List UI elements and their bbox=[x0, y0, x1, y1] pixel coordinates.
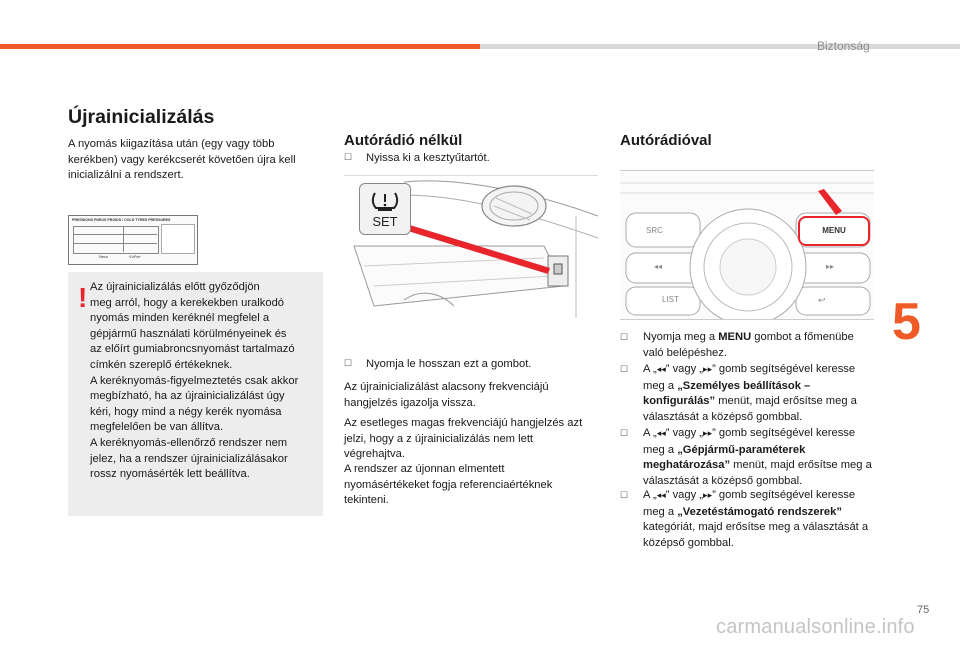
no-radio-step-1: Nyissa ki a kesztyűtartót. bbox=[366, 152, 490, 164]
with-radio-step-2: A „◂◂” vagy „▸▸” gomb segítségével keresse meg a „Személyes beállítások – konfigurálás” menüt, majd erősítse meg a választását a középső gombbal. bbox=[643, 363, 857, 423]
header-divider-bar bbox=[480, 44, 960, 49]
warning-text bbox=[90, 280, 320, 483]
no-radio-heading: Autórádió nélkül bbox=[344, 132, 463, 149]
bullet-icon: ☐ bbox=[344, 358, 353, 368]
warning-line: nyomás minden keréknél megfelel a bbox=[90, 312, 270, 325]
no-radio-paragraph-3: A rendszer az újonnan elmentett nyomásértékeket fogja referenciaértéknek tekinteni. bbox=[344, 463, 553, 507]
next-button-label: ▸▸ bbox=[826, 262, 835, 271]
with-radio-step-3: A „◂◂” vagy „▸▸” gomb segítségével keresse meg a „Gépjármű-paraméterek meghatározása” menüt, majd erősítse meg a választását a középső gombbal. bbox=[643, 427, 872, 487]
next-icon: ▸▸ bbox=[703, 365, 713, 375]
warning-line: A keréknyomás-figyelmeztetés csak akkor bbox=[90, 374, 299, 387]
menu-button[interactable] bbox=[798, 216, 870, 246]
warning-line: A keréknyomás-ellenőrző rendszer nem bbox=[90, 436, 288, 449]
no-radio-step-2: Nyomja le hosszan ezt a gombot. bbox=[366, 358, 532, 370]
chapter-tab-number: 5 bbox=[892, 293, 921, 351]
with-radio-heading: Autórádióval bbox=[620, 132, 712, 149]
set-button-label: SET bbox=[372, 214, 398, 229]
warning-line: megfelelően be van állítva. bbox=[90, 421, 224, 434]
section-title: Biztonság bbox=[817, 39, 870, 53]
menu-button-label: MENU bbox=[822, 226, 846, 235]
set-button[interactable] bbox=[359, 183, 411, 235]
tyre-label-header: PRESSIONS PNEUS PROIDS / COLD TYRES PRESSURES bbox=[72, 218, 171, 222]
with-radio-step-4: A „◂◂” vagy „▸▸” gomb segítségével keresse meg a „Vezetéstámogató rendszerek” kategóriát, majd erősítse meg a választását a középső gombbal. bbox=[643, 489, 869, 549]
back-button-label: ↩ bbox=[818, 295, 826, 305]
tyre-warning-icon bbox=[360, 184, 410, 214]
header-accent-bar bbox=[0, 44, 480, 49]
bullet-icon: ☐ bbox=[620, 332, 629, 342]
bullet-icon: ☐ bbox=[620, 490, 629, 500]
bullet-icon: ☐ bbox=[620, 364, 629, 374]
next-icon: ▸▸ bbox=[703, 491, 713, 501]
warning-line: gépjármű használati körülményeinek és bbox=[90, 327, 287, 340]
with-radio-step-1: Nyomja meg a MENU gombot a főmenübe való belépéshez. bbox=[643, 331, 854, 359]
prev-button-label: ◂◂ bbox=[654, 262, 663, 271]
warning-line: meg arról, hogy a kerekekben uralkodó bbox=[90, 296, 285, 309]
warning-line: kéri, hogy mind a négy kerék nyomása bbox=[90, 405, 282, 418]
warning-line: az előírt gumiabroncsnyomást tartalmazó bbox=[90, 343, 295, 356]
bullet-icon: ☐ bbox=[344, 152, 353, 162]
intro-paragraph: A nyomás kiigazítása után (egy vagy több kerékben) vagy kerékcserét követően újra kell inicializálni a rendszert. bbox=[68, 138, 296, 182]
tyre-label-footer-right: V≥Pa+ bbox=[129, 254, 142, 259]
no-radio-paragraph-1: Az újrainicializálást alacsony frekvenciájú hangjelzés igazolja vissza. bbox=[344, 381, 549, 409]
warning-line: Az újrainicializálás előtt győződjön bbox=[90, 281, 260, 293]
next-icon: ▸▸ bbox=[703, 429, 713, 439]
radio-panel-illustration bbox=[620, 170, 874, 320]
warning-line: rossz nyomásérték lett beállítva. bbox=[90, 468, 250, 481]
prev-icon: ◂◂ bbox=[656, 429, 666, 439]
page-title: Újrainicializálás bbox=[68, 106, 215, 128]
warning-icon: ! bbox=[78, 282, 88, 313]
tyre-label-footer-left: Nera bbox=[99, 254, 108, 259]
warning-line: jelez, ha a rendszer újrainicializálásakor bbox=[90, 452, 288, 465]
no-radio-paragraph-2: Az esetleges magas frekvenciájú hangjelzés azt jelzi, hogy a z újrainicializálás nem lett végrehajtva. bbox=[344, 417, 583, 461]
prev-icon: ◂◂ bbox=[656, 491, 666, 501]
pointer-arrow bbox=[390, 200, 555, 280]
src-button-label: SRC bbox=[646, 226, 663, 235]
tyre-pressure-label-image bbox=[68, 215, 198, 265]
menu-pointer-arrow bbox=[816, 189, 846, 217]
bullet-icon: ☐ bbox=[620, 428, 629, 438]
warning-line: megbízható, ha az újrainicializálást úgy bbox=[90, 390, 285, 403]
warning-line: címkén szereplő értékeknek. bbox=[90, 358, 233, 371]
list-button-label: LIST bbox=[662, 295, 679, 304]
watermark: carmanualsonline.info bbox=[716, 616, 915, 638]
page-number: 75 bbox=[917, 604, 930, 616]
prev-icon: ◂◂ bbox=[656, 365, 666, 375]
